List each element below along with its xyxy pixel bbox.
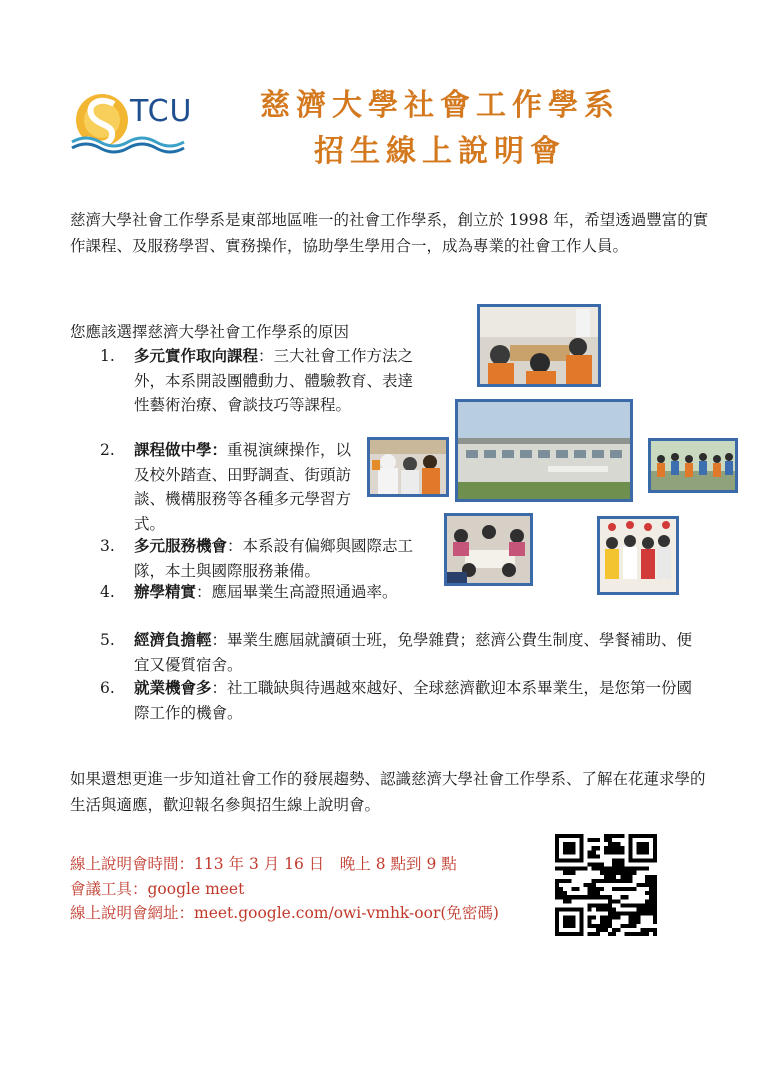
reasons-heading: 您應該選擇慈濟大學社會工作學系的原因 (70, 323, 350, 341)
item-rest: ：應屆畢業生高證照通過率。 (196, 583, 398, 601)
item-rest: ：三大社會工作方法之外，本系開設團體動力、體驗教育、表達性藝術治療、會談技巧等課程。 (134, 347, 414, 414)
item-number: 6. (100, 679, 115, 697)
item-number: 2. (100, 441, 115, 459)
photo-classroom-activity (477, 304, 601, 387)
item-rest: ：畢業生應屆就讀碩士班，免學雜費；慈濟公費生制度、學餐補助、便宜又優質宿舍。 (134, 631, 693, 674)
logo-text: TCU (130, 94, 193, 129)
page-title: 慈濟大學社會工作學系 (260, 88, 620, 123)
event-info (70, 852, 499, 926)
item-bold: 多元服務機會 (134, 536, 228, 555)
photo-role-play-costumes (367, 437, 449, 497)
item-text (134, 534, 424, 583)
item-number: 3. (100, 537, 115, 555)
meeting-url[interactable]: 線上說明會網址：meet.google.com/owi-vmhk-oor(免密碼) (70, 904, 499, 922)
item-text (134, 438, 354, 536)
photo-group-discussion (444, 513, 533, 586)
item-bold: 多元實作取向課程 (134, 346, 259, 365)
item-bold: 課程做中學： (134, 440, 228, 459)
photo-campus-building (455, 399, 633, 502)
meeting-tool: 會議工具：google meet (70, 879, 245, 898)
item-number: 5. (100, 631, 115, 649)
event-time: 線上說明會時間：113 年 3 月 16 日 晚上 8 點到 9 點 (70, 855, 457, 873)
intro-paragraph: 慈濟大學社會工作學系是東部地區唯一的社會工作學系，創立於 1998 年，希望透過豐富的實作課程、及服務學習、實務操作，協助學生學用合一，成為專業的社會工作人員。 (70, 211, 709, 255)
item-rest: ：社工職缺與待遇越來越好、全球慈濟歡迎本系畢業生，是您第一份國際工作的機會。 (134, 679, 693, 722)
item-bold: 經濟負擔輕 (134, 630, 212, 649)
item-number: 1. (100, 347, 115, 365)
item-rest: 重視演練操作，以及校外踏查、田野調查、街頭訪談、機構服務等各種多元學習方式。 (134, 441, 352, 533)
page-subtitle: 招生線上說明會 (314, 134, 566, 169)
qr-code-icon[interactable] (555, 834, 657, 936)
item-text (134, 628, 699, 677)
closing-paragraph: 如果還想更進一步知道社會工作的發展趨勢、認識慈濟大學社會工作學系、了解在花蓮求學的生活與適應，歡迎報名參與招生線上說明會。 (70, 770, 706, 814)
item-text (134, 676, 699, 725)
item-text (134, 344, 424, 418)
item-bold: 就業機會多 (134, 678, 212, 697)
item-rest: ：本系設有偏鄉與國際志工隊，本土與國際服務兼備。 (134, 537, 414, 580)
item-text (134, 580, 424, 605)
photo-group-outdoor (648, 438, 738, 493)
item-bold: 辦學精實 (134, 582, 197, 601)
item-number: 4. (100, 583, 115, 601)
photo-students-festival (597, 516, 679, 595)
